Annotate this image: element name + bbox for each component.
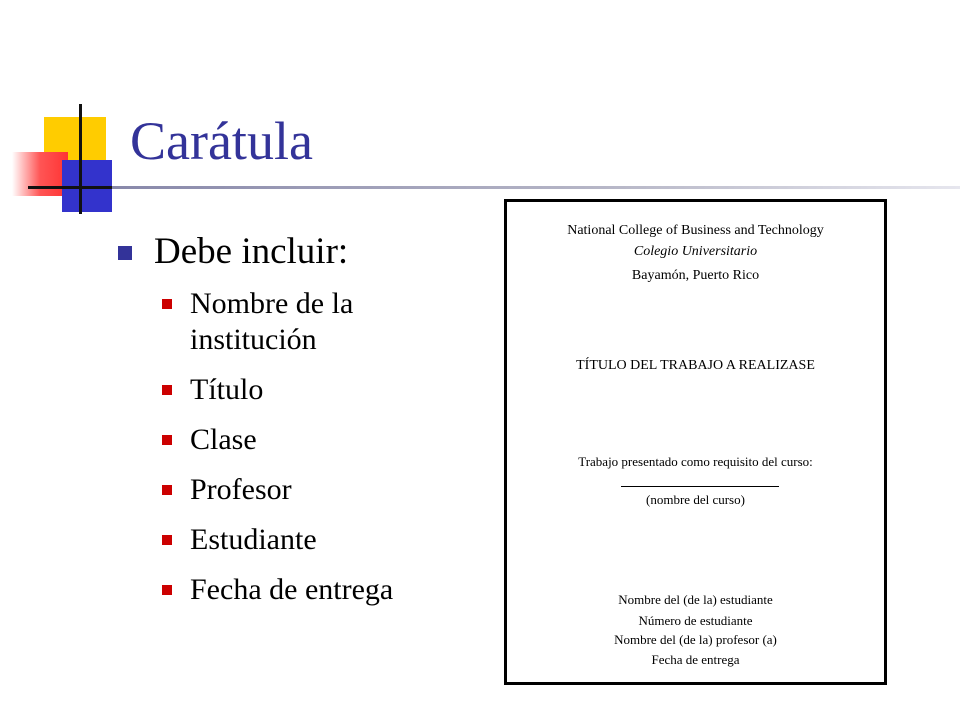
logo-vertical-line bbox=[79, 104, 82, 214]
main-bullet bbox=[118, 232, 348, 273]
square-bullet-icon bbox=[162, 585, 172, 595]
sub-bullet-professor bbox=[162, 472, 450, 508]
cover-institution: National College of Business and Technology bbox=[567, 223, 824, 238]
square-bullet-icon bbox=[162, 385, 172, 395]
sub-bullet-list bbox=[162, 286, 450, 622]
square-bullet-icon bbox=[162, 435, 172, 445]
cover-page-example bbox=[504, 199, 887, 685]
sub-bullet-text: Profesor bbox=[190, 473, 292, 506]
cover-student-number: Número de estudiante bbox=[638, 613, 753, 628]
square-bullet-icon bbox=[118, 246, 132, 260]
cover-student-name: Nombre del (de la) estudiante bbox=[618, 592, 773, 607]
sub-bullet-class bbox=[162, 422, 450, 458]
sub-bullet-text: Clase bbox=[190, 423, 257, 456]
title-rule bbox=[112, 186, 960, 189]
sub-bullet-student bbox=[162, 522, 450, 558]
logo-red-square bbox=[12, 152, 68, 196]
main-bullet-text: Debe incluir: bbox=[154, 231, 349, 272]
square-bullet-icon bbox=[162, 535, 172, 545]
cover-subtitle: Colegio Universitario bbox=[633, 244, 758, 259]
cover-presented-text: Trabajo presentado como requisito del curso: bbox=[578, 454, 813, 469]
sub-bullet-title bbox=[162, 372, 450, 408]
cover-professor-name: Nombre del (de la) profesor (a) bbox=[614, 632, 777, 647]
sub-bullet-text: Título bbox=[190, 373, 264, 406]
cover-course-name: (nombre del curso) bbox=[646, 492, 745, 507]
sub-bullet-text: Estudiante bbox=[190, 523, 317, 556]
sub-bullet-text: Nombre de la institución bbox=[190, 287, 354, 356]
logo-horizontal-line bbox=[28, 186, 120, 189]
cover-due-date: Fecha de entrega bbox=[651, 652, 740, 667]
square-bullet-icon bbox=[162, 485, 172, 495]
cover-course-blank-line bbox=[621, 486, 779, 487]
square-bullet-icon bbox=[162, 299, 172, 309]
sub-bullet-institution bbox=[162, 286, 450, 358]
sub-bullet-text: Fecha de entrega bbox=[190, 573, 394, 606]
cover-location: Bayamón, Puerto Rico bbox=[631, 268, 760, 283]
cover-work-title: TÍTULO DEL TRABAJO A REALIZASE bbox=[576, 358, 815, 373]
slide-title: Carátula bbox=[130, 111, 313, 171]
sub-bullet-due-date bbox=[162, 572, 450, 608]
